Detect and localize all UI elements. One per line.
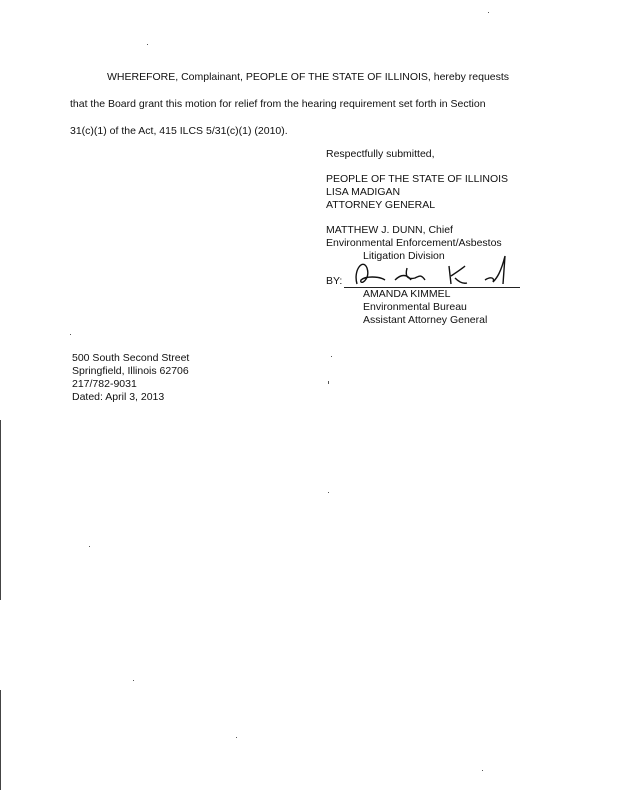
scan-speck [89, 546, 90, 547]
handwritten-signature [345, 250, 525, 290]
address-city: Springfield, Illinois 62706 [72, 365, 189, 377]
attorney-general-name: LISA MADIGAN [326, 186, 401, 198]
scan-speck [488, 12, 489, 13]
party-name: PEOPLE OF THE STATE OF ILLINOIS [326, 173, 509, 185]
closing-salutation: Respectfully submitted, [326, 148, 435, 160]
paragraph-line-1: WHEREFORE, Complainant, PEOPLE OF THE STATE OF ILLINOIS, hereby requests [107, 71, 510, 83]
scan-edge-mark [0, 690, 1, 790]
scan-speck [133, 680, 134, 681]
division-name-line-1: Environmental Enforcement/Asbestos [326, 237, 502, 249]
scan-speck [328, 381, 329, 384]
document-date: Dated: April 3, 2013 [72, 391, 165, 403]
by-label: BY: [326, 275, 343, 287]
signer-bureau: Environmental Bureau [363, 301, 467, 313]
scan-speck [147, 44, 148, 45]
scan-speck [236, 737, 237, 738]
address-street: 500 South Second Street [72, 352, 190, 364]
signer-name: AMANDA KIMMEL [363, 288, 451, 300]
scan-speck [482, 770, 483, 771]
attorney-general-title: ATTORNEY GENERAL [326, 199, 436, 211]
address-phone: 217/782-9031 [72, 378, 137, 390]
paragraph-line-3: 31(c)(1) of the Act, 415 ILCS 5/31(c)(1) (2010). [70, 125, 288, 137]
paragraph-line-2: that the Board grant this motion for relief from the hearing requirement set forth in Section [70, 98, 486, 110]
scan-speck [70, 334, 71, 335]
division-chief: MATTHEW J. DUNN, Chief [326, 224, 453, 236]
scan-speck [328, 492, 329, 493]
scan-speck [331, 356, 332, 357]
signer-title: Assistant Attorney General [363, 314, 488, 326]
division-name-line-2: Litigation Division [363, 250, 445, 262]
scan-edge-mark [0, 420, 1, 600]
